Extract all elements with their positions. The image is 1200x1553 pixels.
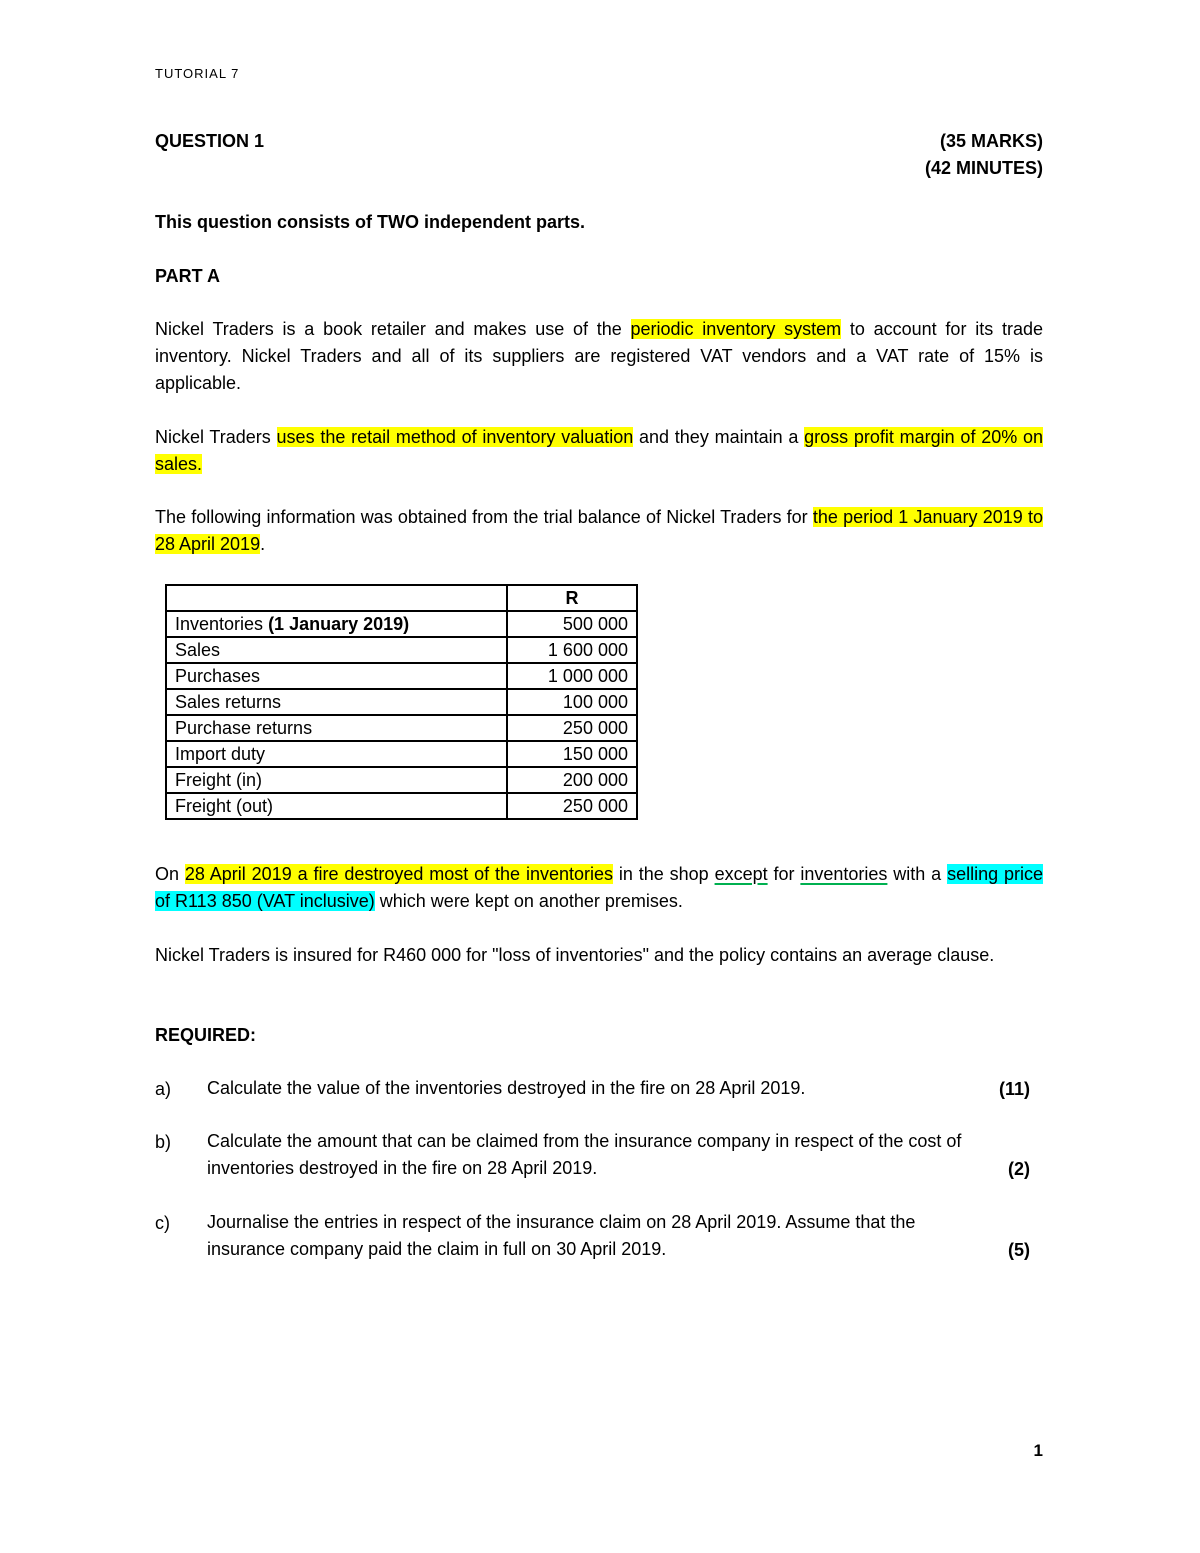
table-cell-value: 1 600 000 (507, 637, 637, 663)
table-cell-label (166, 611, 507, 637)
part-a-heading: PART A (155, 266, 220, 286)
fire-text-c: for (767, 864, 801, 884)
question-marks: (35 MARKS) (939, 131, 1043, 151)
required-item-a-marks: (11) (998, 1079, 1030, 1099)
p2-text-b: and they maintain a (633, 427, 805, 447)
table-row (166, 637, 637, 663)
highlight-period: the period 1 January 2019 to 28 April 2019 (155, 507, 1044, 554)
paragraph-retail-method (155, 424, 1043, 478)
paragraph-insurance: Nickel Traders is insured for R460 000 for "loss of inventories" and the policy contains an average clause. (155, 945, 995, 965)
p1-text-a: Nickel Traders is a book retailer and makes use of the (155, 319, 631, 339)
required-item-c-text: Journalise the entries in respect of the insurance claim on 28 April 2019. Assume that the insurance company paid the claim in full on 30 April 2019. (207, 1212, 916, 1259)
underline-inventories: inventories (800, 864, 888, 884)
table-cell-label (166, 637, 507, 663)
table-cell-value: 1 000 000 (507, 663, 637, 689)
fire-text-e: which were kept on another premises. (374, 891, 683, 911)
p2-text-a: Nickel Traders (155, 427, 277, 447)
question-title: QUESTION 1 (155, 131, 265, 151)
fire-text-b: in the shop (613, 864, 715, 884)
row-label: Import duty (175, 744, 266, 764)
trial-balance-table (165, 584, 638, 820)
highlight-retail-method: uses the retail method of inventory valuation (276, 427, 634, 447)
table-cell-value: 100 000 (507, 689, 637, 715)
table-cell-value: 250 000 (507, 715, 637, 741)
required-item-c-letter: c) (155, 1213, 170, 1233)
table-row (166, 689, 637, 715)
row-label: Purchase returns (175, 718, 313, 738)
highlight-fire-date: 28 April 2019 a fire destroyed most of the inventories (184, 864, 613, 884)
question-intro: This question consists of TWO independent parts. (155, 212, 586, 232)
row-label: Sales (175, 640, 221, 660)
table-header-blank (166, 585, 507, 611)
paragraph-trial-balance (155, 504, 1043, 558)
required-item-b-letter: b) (155, 1132, 172, 1152)
table-cell-value: 150 000 (507, 741, 637, 767)
table-cell-label (166, 741, 507, 767)
table-cell-value: 250 000 (507, 793, 637, 819)
required-item-a-letter: a) (155, 1079, 172, 1099)
table-cell-label (166, 715, 507, 741)
fire-text-a: On (155, 864, 185, 884)
table-row (166, 715, 637, 741)
table-row (166, 611, 637, 637)
row-label: Freight (out) (175, 796, 274, 816)
table-cell-label (166, 663, 507, 689)
highlight-periodic-system: periodic inventory system (630, 319, 842, 339)
p3-text-b: . (260, 534, 266, 554)
table-row (166, 767, 637, 793)
table-cell-label (166, 767, 507, 793)
table-cell-value: 500 000 (507, 611, 637, 637)
table-header-currency: R (507, 585, 637, 611)
page-number: 1 (1033, 1441, 1043, 1460)
row-label: Purchases (175, 666, 261, 686)
required-heading: REQUIRED: (155, 1025, 257, 1045)
paragraph-fire (155, 861, 1043, 915)
table-cell-value: 200 000 (507, 767, 637, 793)
header-label: TUTORIAL 7 (155, 66, 240, 81)
row-label: Sales returns (175, 692, 282, 712)
required-item-b-text: Calculate the amount that can be claimed from the insurance company in respect of the cost of inventories destroyed in the fire on 28 April 2019. (207, 1131, 962, 1178)
underline-except: except (714, 864, 768, 884)
fire-text-d: with a (887, 864, 948, 884)
highlight-gross-profit: gross profit margin of 20% on sales. (155, 427, 1043, 474)
row-label: Freight (in) (175, 770, 263, 790)
required-item-b-marks: (2) (1008, 1159, 1030, 1179)
highlight-selling-price: selling price of R113 850 (VAT inclusive) (155, 864, 1043, 911)
paragraph-retailer (155, 316, 1043, 397)
table-cell-label (166, 689, 507, 715)
table-row (166, 741, 637, 767)
table-header-row (166, 585, 637, 611)
p1-text-b: to account for its trade inventory. Nickel Traders and all of its suppliers are registered VAT vendors and a VAT rate of 15% is applicable. (155, 319, 1043, 393)
row-label: Inventories (175, 614, 269, 634)
required-item-a-text: Calculate the value of the inventories destroyed in the fire on 28 April 2019. (207, 1078, 806, 1098)
table-cell-label (166, 793, 507, 819)
row-label-bold: (1 January 2019) (268, 614, 410, 634)
required-item-c-marks: (5) (1008, 1240, 1030, 1260)
table-row (166, 793, 637, 819)
question-minutes: (42 MINUTES) (924, 158, 1043, 178)
p3-text-a: The following information was obtained from the trial balance of Nickel Traders for (155, 507, 813, 527)
table-row (166, 663, 637, 689)
